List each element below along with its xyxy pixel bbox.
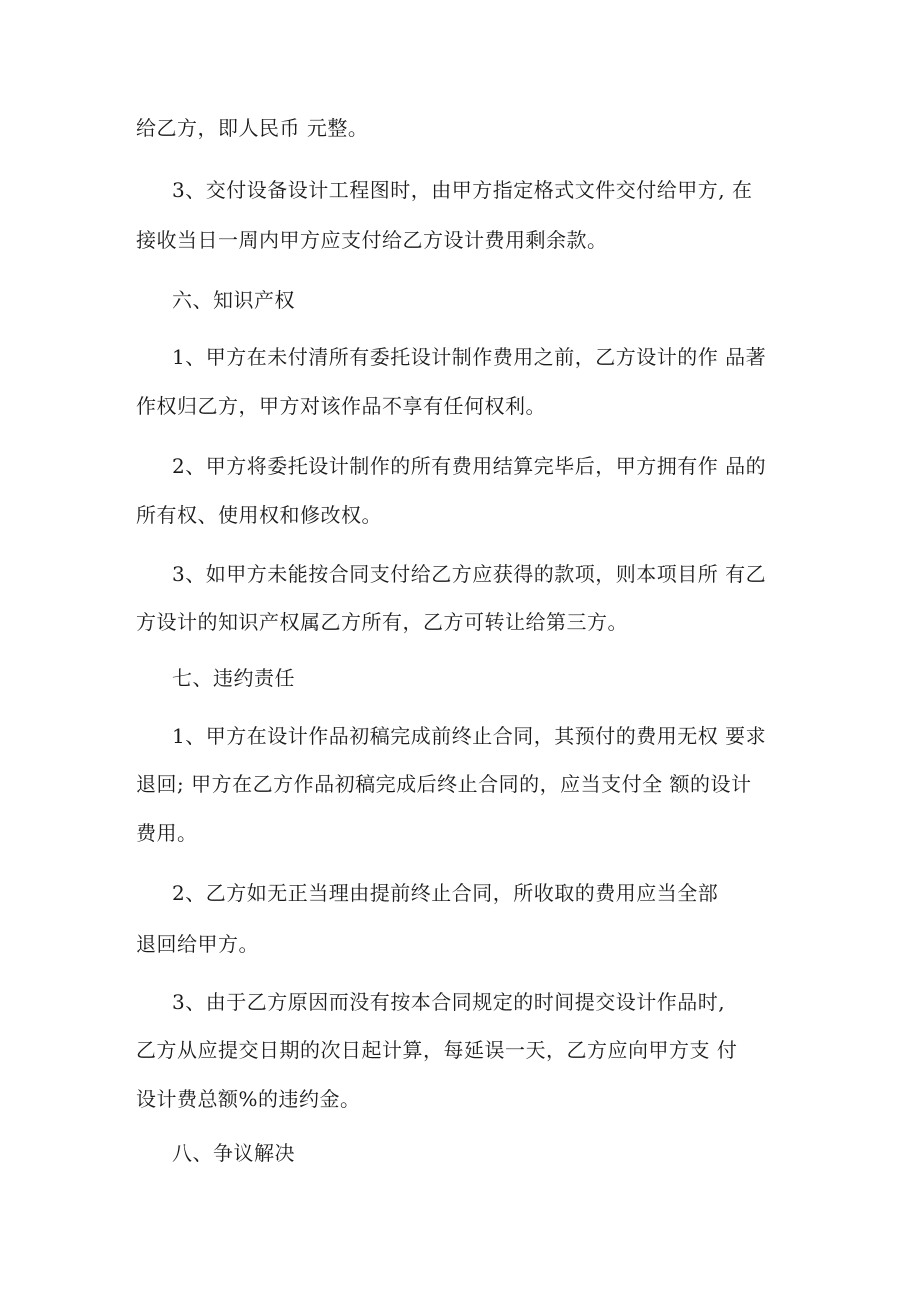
paragraph-line: 3、交付设备设计工程图时，由甲方指定格式文件交付给甲方, 在	[172, 178, 753, 202]
paragraph-line: 2、甲方将委托设计制作的所有费用结算完毕后，甲方拥有作 品的	[172, 454, 767, 478]
section-heading: 八、争议解决	[172, 1141, 295, 1165]
paragraph-line: 乙方从应提交日期的次日起计算，每延误一天，乙方应向甲方支 付	[136, 1038, 738, 1062]
paragraph-line: 退回; 甲方在乙方作品初稿完成后终止合同的，应当支付全 额的设计	[136, 772, 752, 796]
paragraph-line: 3、由于乙方原因而没有按本合同规定的时间提交设计作品时,	[172, 990, 726, 1014]
paragraph-line: 作权归乙方，甲方对该作品不享有任何权利。	[136, 394, 546, 418]
paragraph-line: 接收当日一周内甲方应支付给乙方设计费用剩余款。	[136, 228, 608, 252]
paragraph-line: 退回给甲方。	[136, 932, 259, 956]
paragraph-line: 1、甲方在设计作品初稿完成前终止合同，其预付的费用无权 要求	[172, 724, 767, 748]
paragraph-line: 给乙方，即人民币 元整。	[136, 116, 369, 140]
section-heading: 六、知识产权	[172, 288, 295, 312]
section-heading: 七、违约责任	[172, 666, 295, 690]
paragraph-line: 方设计的知识产权属乙方所有，乙方可转让给第三方。	[136, 610, 628, 634]
paragraph-line: 2、乙方如无正当理由提前终止合同，所收取的费用应当全部	[172, 881, 719, 905]
paragraph-line: 3、如甲方未能按合同支付给乙方应获得的款项，则本项目所 有乙	[172, 562, 767, 586]
paragraph-line: 所有权、使用权和修改权。	[136, 503, 382, 527]
paragraph-line: 费用。	[136, 821, 198, 845]
paragraph-line: 1、甲方在未付清所有委托设计制作费用之前，乙方设计的作 品著	[172, 345, 767, 369]
paragraph-line: 设计费总额%的违约金。	[136, 1087, 361, 1111]
